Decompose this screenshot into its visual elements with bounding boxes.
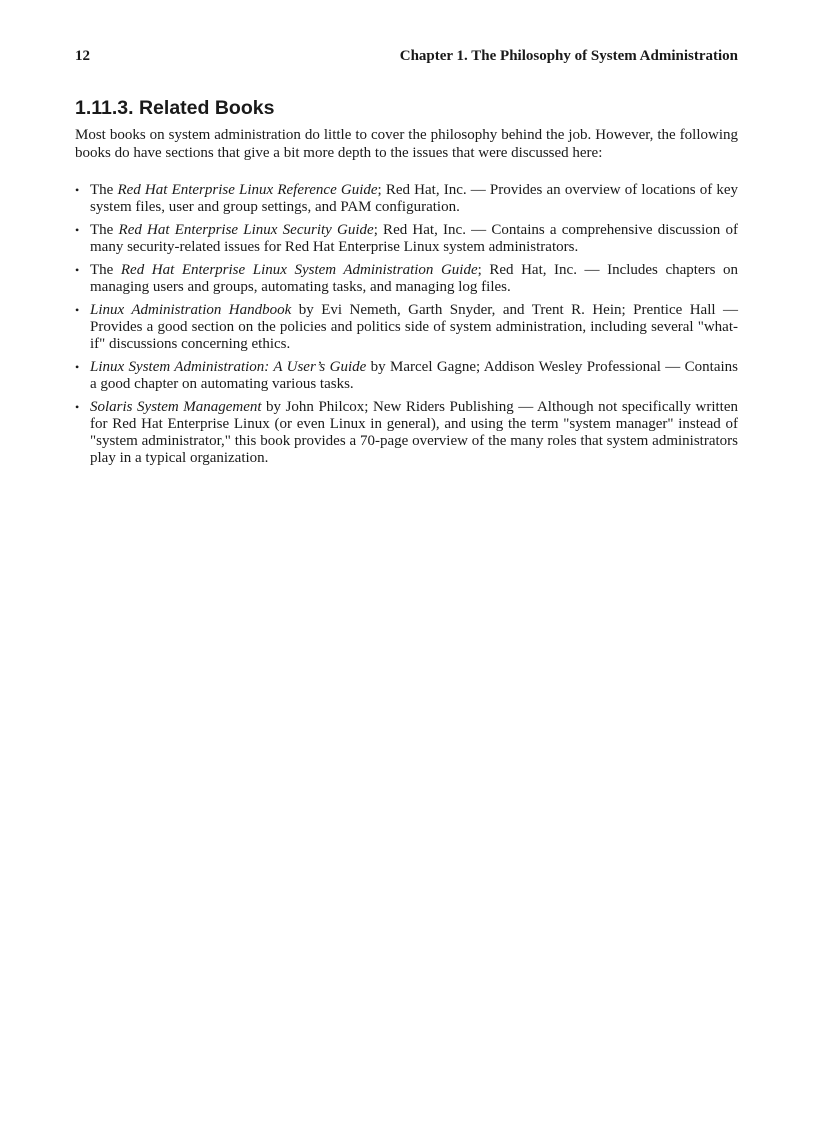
- book-description: by Marcel Gagne; Addison Wesley Professional — Contains a good chapter on automating various tasks.: [90, 359, 739, 392]
- book-item: [75, 222, 738, 256]
- page-number: 12: [75, 48, 90, 64]
- book-item: [75, 399, 738, 467]
- book-prefix: The: [90, 222, 119, 238]
- book-description: ; Red Hat, Inc. — Includes chapters on managing users and groups, automating tasks, and managing log files.: [90, 262, 738, 295]
- book-description: by Evi Nemeth, Garth Snyder, and Trent R. Hein; Prentice Hall — Provides a good section on the policies and politics side of system administration, including several "what-if" discussions concerning ethics.: [90, 302, 738, 352]
- chapter-title: Chapter 1. The Philosophy of System Administration: [399, 48, 738, 64]
- book-title: Solaris System Management: [90, 399, 262, 415]
- book-list: [75, 182, 738, 473]
- book-item: [75, 262, 738, 296]
- bullet-icon: •: [75, 360, 80, 374]
- book-description: ; Red Hat, Inc. — Contains a comprehensive discussion of many security-related issues for Red Hat Enterprise Linux system administrators.: [90, 222, 738, 255]
- book-item: [75, 302, 738, 353]
- book-prefix: The: [90, 182, 118, 198]
- book-title: Red Hat Enterprise Linux System Administration Guide: [120, 262, 478, 278]
- book-item: [75, 182, 738, 216]
- bullet-icon: •: [75, 303, 80, 317]
- section-title: 1.11.3. Related Books: [75, 97, 275, 119]
- bullet-icon: •: [75, 183, 80, 197]
- intro-paragraph: Most books on system administration do little to cover the philosophy behind the job. However, the following books do have sections that give a bit more depth to the issues that were discussed here:: [75, 127, 738, 161]
- bullet-icon: •: [75, 223, 80, 237]
- bullet-icon: •: [75, 400, 80, 414]
- book-title: Red Hat Enterprise Linux Security Guide: [118, 222, 374, 238]
- book-item: [75, 359, 738, 393]
- book-prefix: The: [90, 262, 121, 278]
- book-title: Red Hat Enterprise Linux Reference Guide: [117, 182, 378, 198]
- page-header: [75, 47, 738, 65]
- book-description: ; Red Hat, Inc. — Provides an overview of locations of key system files, user and group settings, and PAM configuration.: [90, 182, 738, 215]
- book-title: Linux System Administration: A User’s Guide: [90, 359, 367, 375]
- book-description: by John Philcox; New Riders Publishing — Although not specifically written for Red Hat Enterprise Linux (or even Linux in general), and using the term "system manager" instead of "system administrator," this book provides a 70-page overview of the many roles that system administrators play in a typical organization.: [90, 399, 738, 466]
- book-title: Linux Administration Handbook: [90, 302, 292, 318]
- bullet-icon: •: [75, 263, 80, 277]
